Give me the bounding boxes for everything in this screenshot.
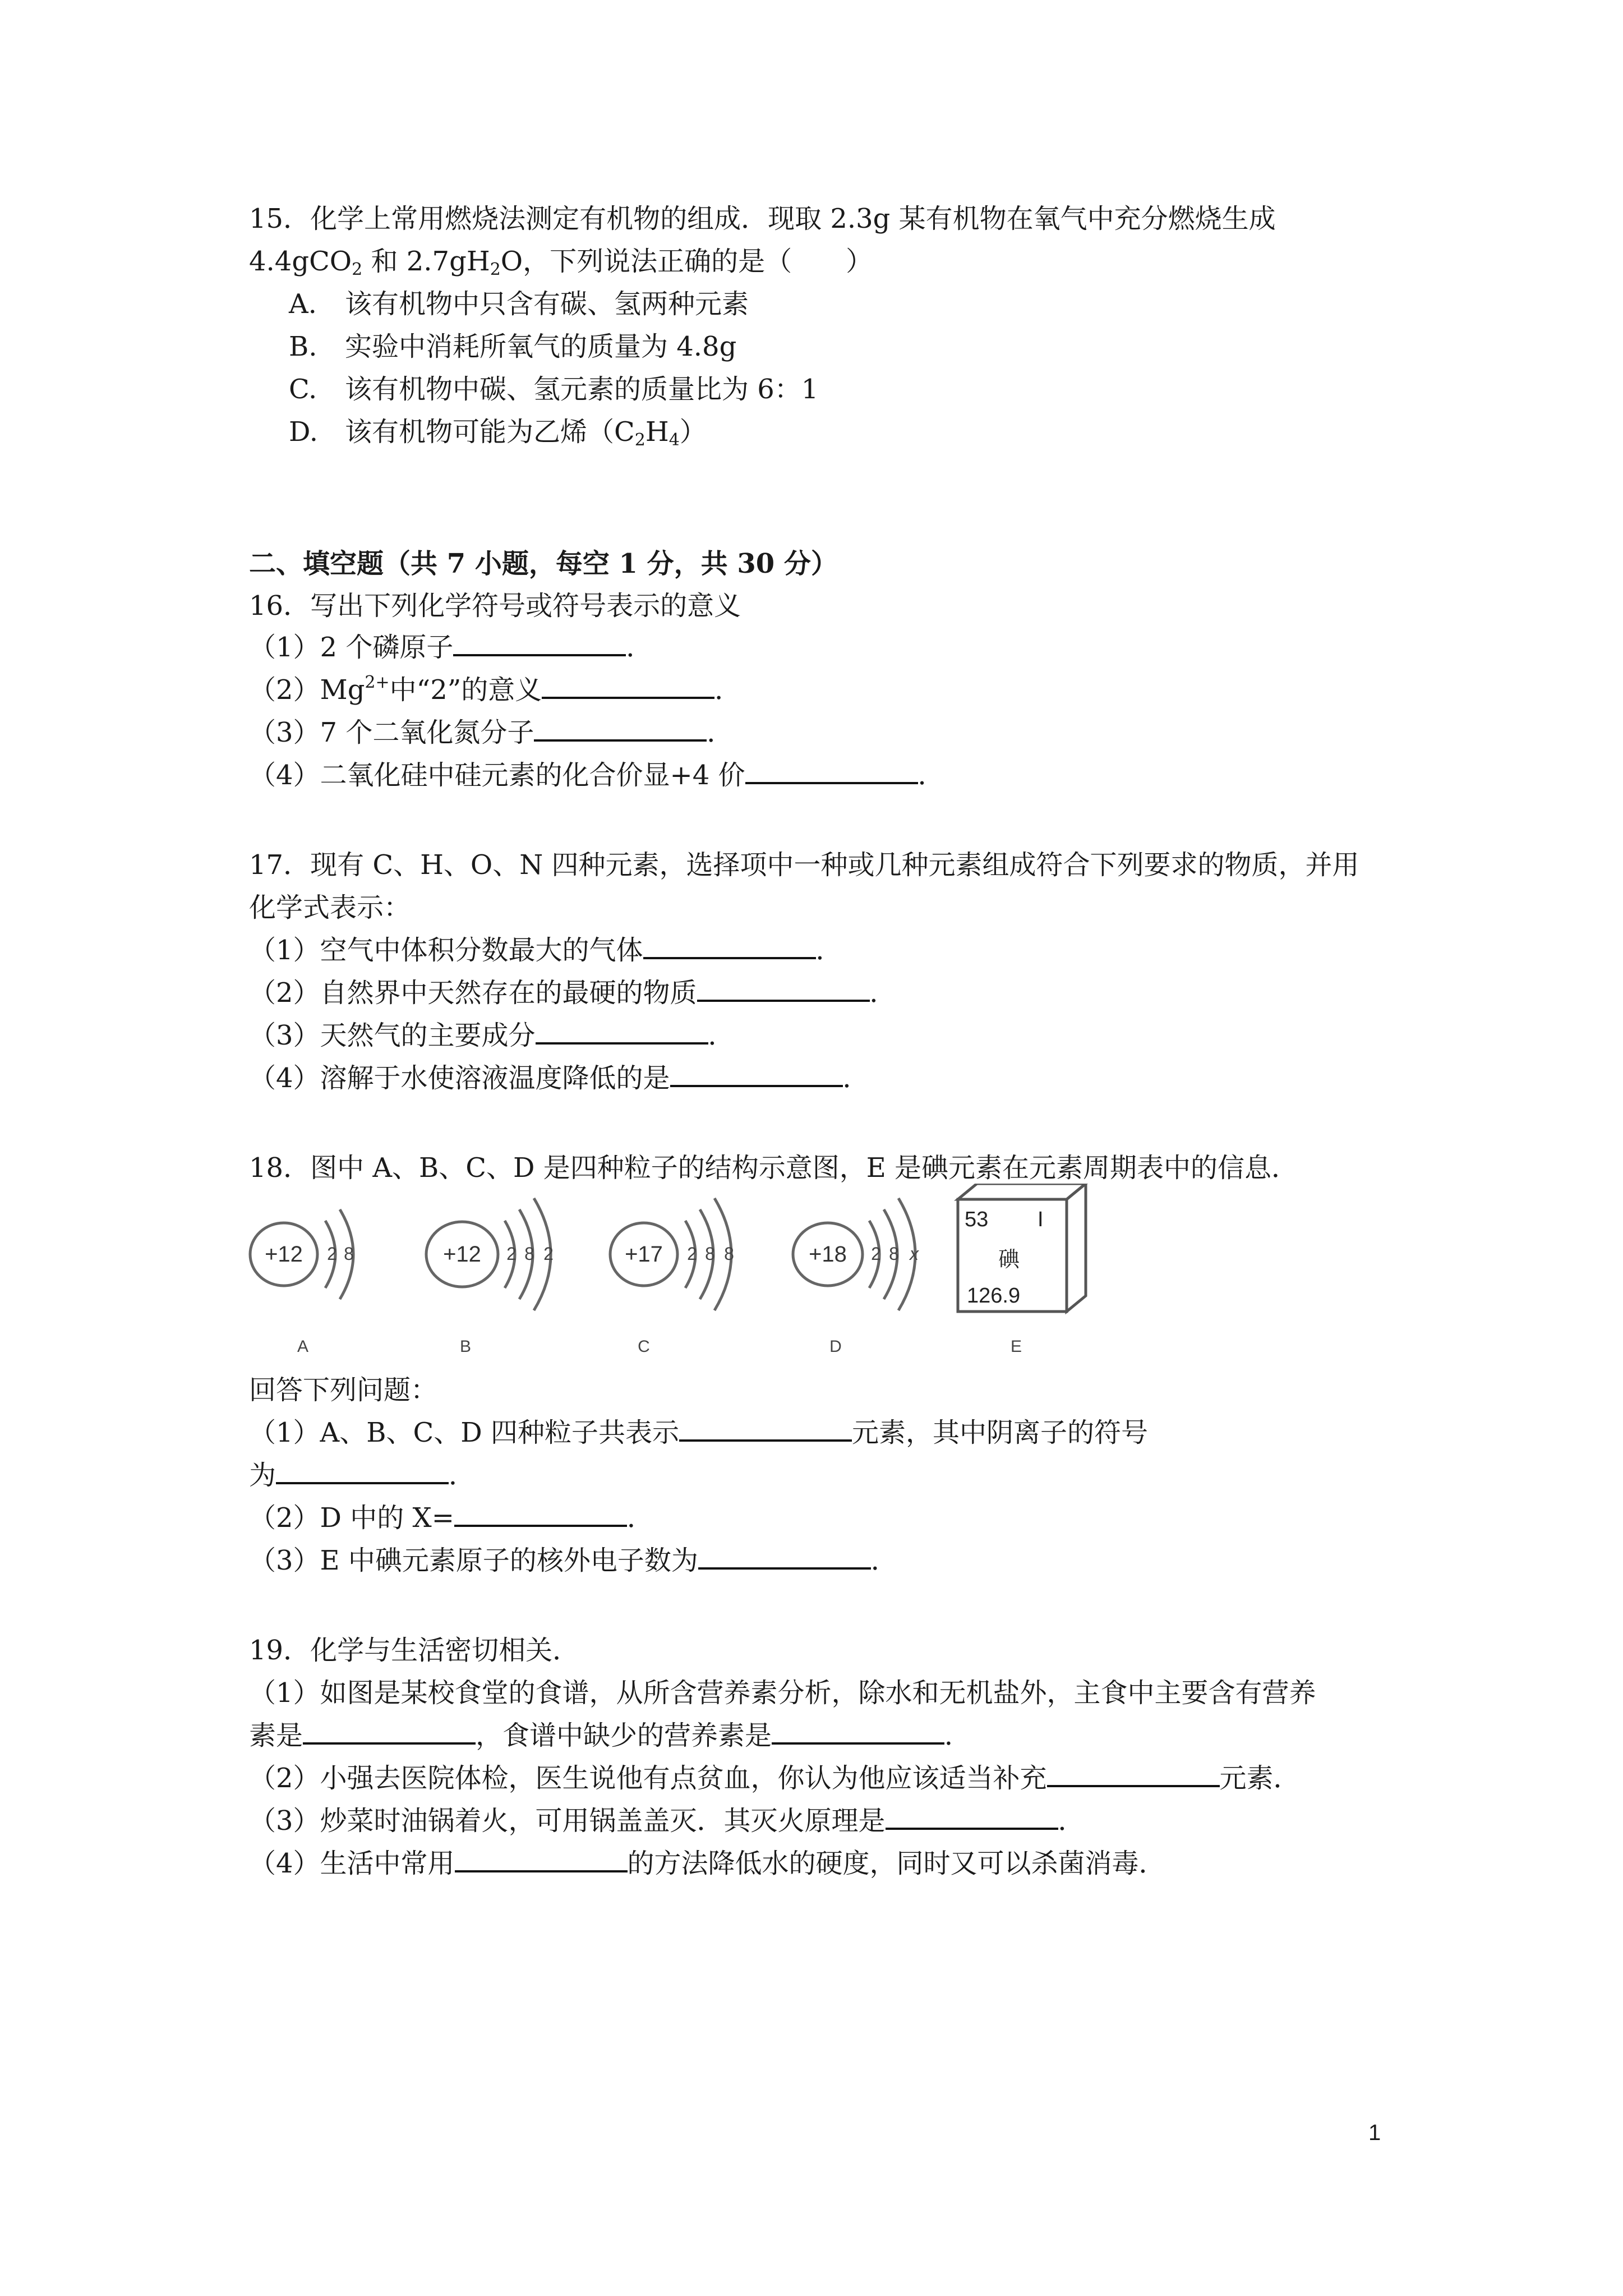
q18-stem: 18．图中 A、B、C、D 是四种粒子的结构示意图，E 是碘元素在元素周期表中的信息． [249, 1152, 1299, 1184]
page-number: 1 [1368, 2120, 1381, 2145]
answer-blank[interactable] [886, 1805, 1058, 1830]
q19-item-3: （3）炒菜时油锅着火，可用锅盖盖灭．其灭火原理是 ． [249, 1805, 1085, 1837]
q17-item-4: （4）溶解于水使溶液温度降低的是 ． [249, 1062, 870, 1094]
atom-a-label: A [297, 1337, 309, 1356]
answer-blank[interactable] [303, 1720, 476, 1745]
answer-blank[interactable] [670, 1062, 843, 1087]
q19-item-1: （1）如图是某校食堂的食谱，从所含营养素分析，除水和无机盐外，主食中主要含有营养 [249, 1677, 1316, 1709]
answer-blank[interactable] [453, 632, 626, 656]
atom-c-shell-2: 8 [705, 1244, 715, 1264]
q16-stem: 16．写出下列化学符号或符号表示的意义 [249, 590, 741, 622]
atom-b-shell-3: 2 [543, 1244, 554, 1264]
q18-item-1: （1）A、B、C、D 四种粒子共表示 元素，其中阴离子的符号 [249, 1417, 1148, 1448]
atom-c-shell-1: 2 [687, 1244, 697, 1264]
q15-option-d: D. 该有机物可能为乙烯$(C_2H_4)$ [289, 416, 707, 450]
element-atomic-mass: 126.9 [967, 1284, 1021, 1308]
atom-b-nucleus-charge: +12 [443, 1242, 481, 1267]
answer-blank[interactable] [276, 1460, 449, 1484]
q15-stem-line1: 15．化学上常用燃烧法测定有机物的组成．现取 2.3g 某有机物在氧气中充分燃烧生成 [249, 203, 1276, 234]
atom-a-shell-1: 2 [327, 1244, 337, 1264]
answer-blank[interactable] [772, 1720, 944, 1745]
q19-item-4: （4）生活中常用 的方法降低水的硬度，同时又可以杀菌消毒． [249, 1848, 1166, 1879]
answer-blank[interactable] [697, 977, 870, 1002]
q15-option-c: C. 该有机物中碳、氢元素的质量比为 6：1 [289, 374, 819, 405]
q17-stem-line2: 化学式表示： [249, 892, 411, 923]
answer-blank[interactable] [643, 935, 816, 959]
q18-prompt: 回答下列问题： [249, 1374, 438, 1406]
q16-item-1: （1）2 个磷原子 ． [249, 632, 653, 663]
atom-b-label: B [459, 1337, 472, 1356]
atom-b-shell-1: 2 [506, 1244, 517, 1264]
q15-option-b: B. 实验中消耗所氧气的质量为 4.8g [289, 331, 737, 362]
q17-item-3: （3）天然气的主要成分 ． [249, 1020, 735, 1051]
atom-d-label: D [829, 1337, 842, 1356]
q18-item-2: （2）D 中的 X= ． [249, 1502, 654, 1534]
q15-stem-line2: 4.4gCO$_2$ 和 $2.7gH_2O$，下列说法正确的是（ ） [249, 246, 873, 279]
q17-item-1: （1）空气中体积分数最大的气体 ． [249, 935, 843, 966]
answer-blank[interactable] [455, 1848, 628, 1872]
atomic-structure-diagram [247, 1184, 1110, 1363]
atom-d-shell-2: 8 [889, 1244, 899, 1264]
atom-d-shell-3: x [910, 1244, 919, 1264]
q15-option-a: A. 该有机物中只含有碳、氢两种元素 [289, 288, 749, 320]
answer-blank[interactable] [679, 1417, 852, 1442]
atom-c-label: C [638, 1337, 650, 1356]
q16-item-2: $(2)Mg^{2+}$中“2”的意义 ． [249, 673, 742, 706]
element-atomic-number: 53 [965, 1208, 989, 1231]
answer-blank[interactable] [454, 1502, 627, 1527]
answer-blank[interactable] [1047, 1763, 1220, 1787]
atom-d-shell-1: 2 [871, 1244, 881, 1264]
q19-item-2: （2）小强去医院体检，医生说他有点贫血，你认为他应该适当补充 元素． [249, 1763, 1301, 1794]
element-e-label: E [1010, 1337, 1022, 1356]
answer-blank[interactable] [745, 760, 918, 784]
atom-c-shell-3: 8 [724, 1244, 734, 1264]
q18-item-3: （3）E 中碘元素原子的核外电子数为 ． [249, 1545, 898, 1576]
atom-a-shell-2: 8 [344, 1244, 354, 1264]
atom-b-shell-2: 8 [524, 1244, 534, 1264]
section-2-title: 二、填空题（共 7 小题，每空 1 分，共 30 分） [249, 548, 838, 579]
atom-a-nucleus-charge: +12 [265, 1242, 303, 1267]
q17-stem-line1: 17．现有 C、H、O、N 四种元素，选择项中一种或几种元素组成符合下列要求的物质，并用 [249, 849, 1359, 881]
q16-item-3: （3）7 个二氧化氮分子 ． [249, 717, 734, 748]
atom-c-nucleus-charge: +17 [625, 1242, 663, 1267]
answer-blank[interactable] [542, 674, 714, 699]
q19-stem: 19．化学与生活密切相关． [249, 1635, 580, 1666]
answer-blank[interactable] [698, 1545, 871, 1570]
q18-item-1-cont: 为 ． [249, 1460, 476, 1491]
answer-blank[interactable] [534, 717, 707, 742]
q16-item-4: （4）二氧化硅中硅元素的化合价显+4 价 ． [249, 760, 945, 791]
element-symbol: I [1038, 1208, 1044, 1231]
q19-item-1-cont: 素是 ，食谱中缺少的营养素是 ． [249, 1720, 972, 1751]
answer-blank[interactable] [536, 1020, 708, 1045]
element-name: 碘 [998, 1247, 1020, 1272]
q17-item-2: （2）自然界中天然存在的最硬的物质 ． [249, 977, 897, 1009]
atom-d-nucleus-charge: +18 [809, 1242, 847, 1267]
